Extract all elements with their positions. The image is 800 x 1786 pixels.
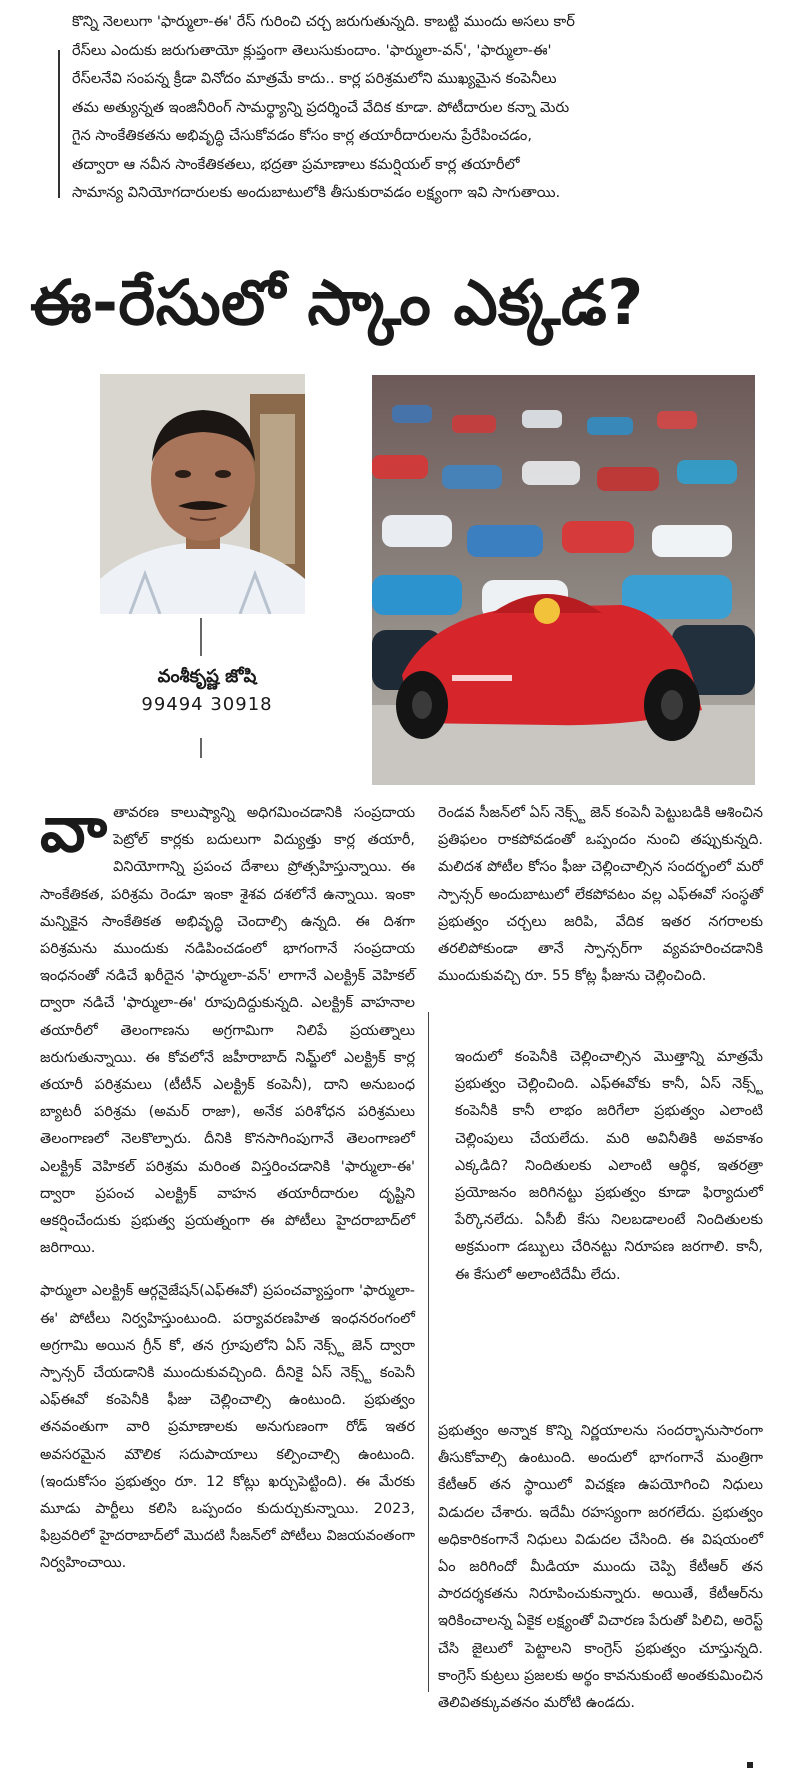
- lead-text: తావరణ కాలుష్యాన్ని అధిగమించడానికి సంప్రదాయ పెట్రోల్ కార్లకు బదులుగా విద్యుత్తు కార్ల తయారీ, వినియోగాన్ని ప్రపంచ దేశాలు ప్రోత్సహిస్తున్నాయి. ఈ సాంకేతికత, పరిశ్రమ రెండూ ఇంకా శైశవ దశలోనే ఉన్నాయి. ఇంకా మన్నికైన సాంకేతికత అభివృద్ధి చెందాల్సి ఉన్నది. ఈ దిశగా పరిశ్రమను ముందుకు నడిపించడంలో భాగంగానే సంప్రదాయ ఇంధనంతో నడిచే ఖరీదైన 'ఫార్ములా-వన్' లాగానే ఎలక్ట్రిక్ వెహికల్ ద్వారా నడిచే 'ఫార్ములా-ఈ' రూపుదిద్దుకున్నది. ఎలక్ట్రిక్ వాహనాల తయారీలో తెలంగాణను అగ్రగామిగా నిలిపే ప్రయత్నాలు జరుగుతున్నాయి. ఈ కోవలోనే జహీరాబాద్ నిమ్జ్‌లో ఎలక్ట్రిక్ కార్ల తయారీ పరిశ్రమలు (టీటీన్ ఎలక్ట్రిక్ కంపెనీ), దాని అనుబంధ బ్యాటరీ పరిశ్రమ (అమర్ రాజా), అనేక పరిశోధన పరిశ్రమలు తెలంగాణలో నెలకొల్పారు. దీనికి కొనసాగింపుగానే తెలంగాణలో ఎలక్ట్రిక్ వెహికల్ పరిశ్రమ మరింత విస్తరించడానికి 'ఫార్ములా-ఈ' ద్వారా ప్రపంచ ఎలక్ట్రిక్ వాహన తయారీదారుల దృష్టిని ఆకర్షించేందుకు ప్రభుత్వ ప్రయత్నంగా ఈ పోటీలు హైదరాబాద్‌లో జరిగాయి.: [40, 805, 415, 1257]
- body-paragraph: ప్రభుత్వం అన్నాక కొన్ని నిర్ణయాలను సందర్భానుసారంగా తీసుకోవాల్సి ఉంటుంది. అందులో భాగంగానే మంత్రిగా కేటీఆర్ తన స్థాయిలో విచక్షణ ఉపయోగించి నిధులు విడుదల చేశారు. ఇదేమీ రహస్యంగా జరగలేదు. ప్రభుత్వం అధికారికంగానే నిధులు విడుదల చేసింది. ఈ విషయంలో ఏం జరిగిందో మీడియా ముందు చెప్పి కేటీఆర్ తన పారదర్శకతను నిరూపించుకున్నారు. అయితే, కేటీఆర్‌ను ఇరికించాలన్న ఏకైక లక్ష్యంతో విచారణ పేరుతో పిలిచి, అరెస్ట్ చేసి జైలులో పెట్టాలని కాంగ్రెస్ ప్రభుత్వం చూస్తున్నది. కాంగ్రెస్ కుట్రలు ప్రజలకు అర్థం కావనుకుంటే అంతకుమించిన తెలివితక్కువతనం మరోటి ఉండదు.: [438, 1423, 763, 1712]
- race-photo: [372, 375, 755, 785]
- intro-line: గైన సాంకేతికతను అభివృద్ధి చేసుకోవడం కోసం కార్ల తయారీదారులను ప్రేరేపించడం,: [72, 127, 532, 144]
- author-divider-bottom: [200, 738, 202, 758]
- drop-cap: వా: [40, 793, 108, 867]
- intro-line: రేస్‌లనేవి సంపన్న క్రీడా వినోదం మాత్రమే కాదు.. కార్ల పరిశ్రమలోని ముఖ్యమైన కంపెనీలు: [72, 70, 557, 87]
- intro-line: కొన్ని నెలలుగా 'ఫార్ములా-ఈ' రేస్ గురించి చర్చ జరుగుతున్నది. కాబట్టి ముందు అసలు కార్: [72, 13, 575, 30]
- intro-line: తద్వారా ఆ నవీన సాంకేతికతలు, భద్రతా ప్రమాణాలు కమర్షియల్ కార్ల తయారీలో: [72, 155, 520, 173]
- intro-line: తమ అత్యున్నత ఇంజినీరింగ్ సామర్థ్యాన్ని ప్రదర్శించే వేదిక కూడా. పోటీదారుల కన్నా మెరు: [72, 98, 570, 116]
- highlight-box: [455, 1044, 763, 1289]
- author-phone: 99494 30918: [141, 694, 273, 715]
- left-column: [40, 793, 415, 1578]
- right-column-lower: [438, 1418, 763, 1717]
- headline: ఈ-రేసులో స్కాం ఎక్కడ?: [30, 266, 644, 339]
- intro-line: రేస్‌లు ఎందుకు జరుగుతాయో క్లుప్తంగా తెలుసుకుందాం. 'ఫార్ములా-వన్', 'ఫార్ములా-ఈ': [72, 41, 552, 59]
- intro-line: సామాన్య వినియోగదారులకు అందుబాటులోకి తీసుకురావడం లక్ష్యంగా ఇవి సాగుతాయి.: [72, 184, 561, 201]
- body-paragraph: [40, 793, 415, 1262]
- intro-paragraph: [72, 8, 772, 208]
- body-paragraph: రెండవ సీజన్‌లో ఏస్ నెక్స్ట్ జెన్ కంపెనీ పెట్టుబడికి ఆశించిన ప్రతిఫలం రాకపోవడంతో ఒప్పందం నుంచి తప్పుకున్నది. మలిదశ పోటీల కోసం ఫీజు చెల్లించాల్సిన సందర్భంలో మరో స్పాన్సర్ అందుబాటులో లేకపోవటం వల్ల ఎఫ్ఈవో సంస్థతో ప్రభుత్వం చర్చలు జరిపి, వేదిక ఇతర నగరాలకు తరలిపోకుండా తానే స్పాన్సర్‌గా వ్యవహరించడానికి ముందుకువచ్చి రూ. 55 కోట్ల ఫీజును చెల్లించింది.: [438, 805, 763, 985]
- author-photo: [100, 374, 305, 614]
- author-name: వంశీకృష్ణ జోషి: [157, 666, 257, 687]
- author-divider-top: [200, 618, 202, 656]
- body-paragraph: ఫార్ములా ఎలక్ట్రిక్ ఆర్గనైజేషన్(ఎఫ్ఈవో) ప్రపంచవ్యాప్తంగా 'ఫార్ములా-ఈ' పోటీలు నిర్వహిస్తుంటుంది. పర్యావరణహిత ఇంధనరంగంలో అగ్రగామి అయిన గ్రీన్ కో, తన గ్రూపులోని ఏస్ నెక్స్ట్ జెన్ ద్వారా స్పాన్సర్ చేయడానికి ముందుకువచ్చింది. దీనికై ఏస్ నెక్స్ట్ కంపెనీ ఎఫ్ఈవో కంపెనీకి ఫీజు చెల్లించాల్సి ఉంటుంది. ప్రభుత్వం తనవంతుగా వారి ప్రమాణాలకు అనుగుణంగా రోడ్ ఇతర అవసరమైన మౌలిక సదుపాయాలు కల్పించాల్సి ఉంటుంది. (ఇందుకోసం ప్రభుత్వం రూ. 12 కోట్లు ఖర్చుపెట్టింది). ఈ మేరకు మూడు పార్టీలు కలిసి ఒప్పందం కుదుర్చుకున్నాయి. 2023, ఫిబ్రవరిలో హైదరాబాద్‌లో మొదటి సీజన్‌లో పోటీలు విజయవంతంగా నిర్వహించాయి.: [40, 1283, 415, 1572]
- end-mark: [747, 1762, 753, 1768]
- highlight-paragraph: ఇందులో కంపెనీకి చెల్లించాల్సిన మొత్తాన్ని మాత్రమే ప్రభుత్వం చెల్లించింది. ఎఫ్ఈవోకు కానీ, ఏస్ నెక్స్ట్ కంపెనీకి కానీ లాభం జరిగేలా ప్రభుత్వం ఎలాంటి చెల్లింపులు చేయలేదు. మరి అవినీతికి అవకాశం ఎక్కడిది? నిందితులకు ఎలాంటి ఆర్థిక, ఇతరత్రా ప్రయోజనం జరిగినట్టు ప్రభుత్వం కూడా ఫిర్యాదులో పేర్కొనలేదు. ఏసీబీ కేసు నిలబడాలంటే నిందితులకు అక్రమంగా డబ్బులు చేరినట్టు నిరూపణ జరగాలి. కానీ, ఈ కేసులో అలాంటిదేమీ లేదు.: [455, 1049, 763, 1283]
- right-column-upper: [438, 800, 763, 990]
- intro-rule: [58, 50, 60, 198]
- column-rule: [428, 1012, 429, 1692]
